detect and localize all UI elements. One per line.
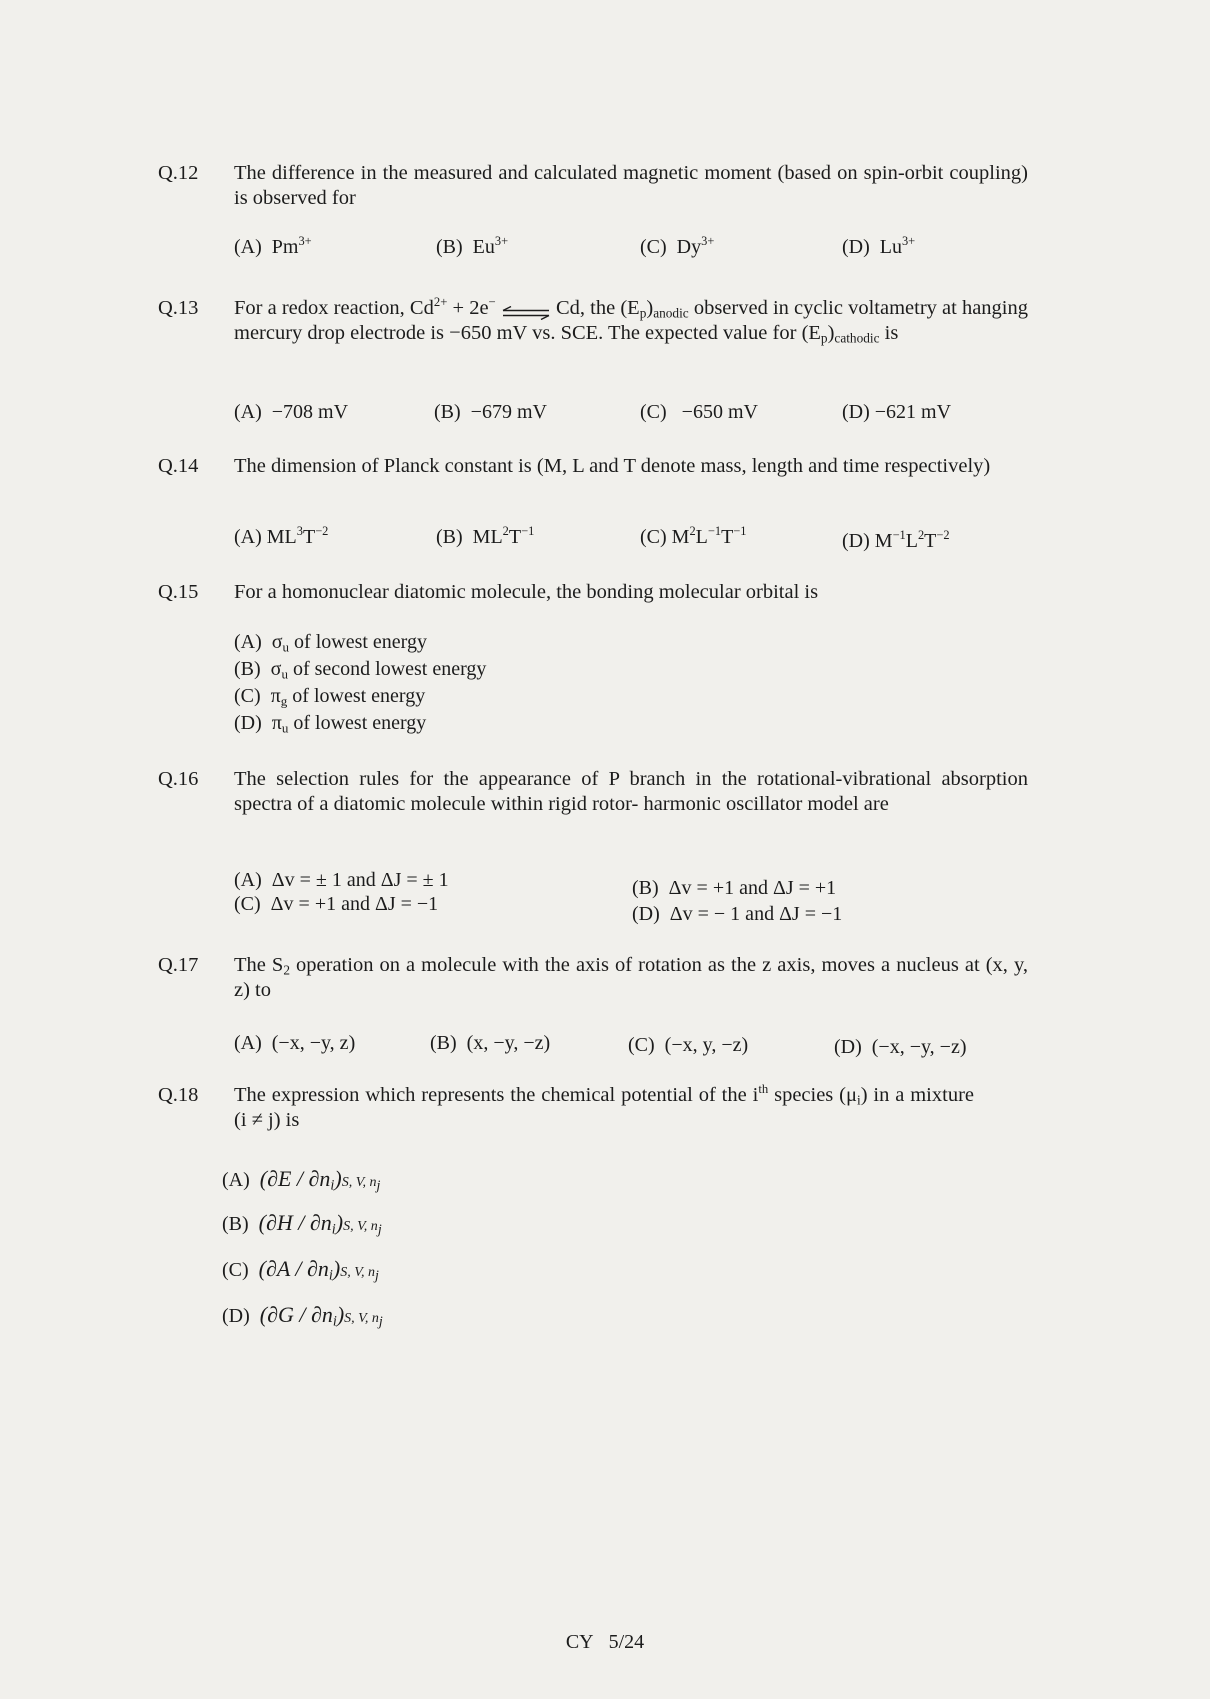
equilibrium-arrow-icon — [501, 302, 551, 316]
option-c: (C) $\pi_g$ of lowest energy — [234, 685, 426, 709]
question-text: The $S_2$ operation on a molecule with the axis of rotation as the z axis, moves a nucleus at (x, y, z) to — [234, 954, 1028, 1001]
question-number: Q.15 — [158, 581, 199, 603]
question-number: Q.13 — [158, 297, 199, 319]
question-number: Q.16 — [158, 768, 199, 790]
option-c: (C) $Dy^{3+}$ — [640, 233, 715, 258]
question-text: For a homonuclear diatomic molecule, the bonding molecular orbital is — [234, 581, 819, 603]
question-text: The difference in the measured and calculated magnetic moment (based on spin-orbit coupling) is observed for — [234, 162, 1028, 209]
option-c: (C) $(\partial A / \partial n_i)S$, V, $n_j$ — [222, 1256, 379, 1284]
question-number: Q.14 — [158, 455, 199, 477]
option-d: (D) (−x, −y, −z) — [834, 1036, 967, 1058]
option-c: (C) (−x, y, −z) — [628, 1034, 749, 1056]
paper-code: CY — [565, 1631, 594, 1653]
option-a: (A) $Pm^{3+}$ — [234, 233, 312, 258]
option-b: (B) (x, −y, −z) — [430, 1032, 551, 1054]
question-text: The dimension of Planck constant is (M, L and T denote mass, length and time respectively) — [234, 455, 991, 477]
question-text: The selection rules for the appearance of P branch in the rotational-vibrational absorption spectra of a diatomic molecule within rigid rotor- harmonic oscillator model are — [234, 768, 1028, 815]
option-a: (A) $(\partial E / \partial n_i)S$, V, $n_j$ — [222, 1166, 381, 1194]
page-number: 5/24 — [608, 1631, 645, 1653]
option-c: (C) Δv = +1 and ΔJ = −1 — [234, 893, 439, 915]
option-c: (C) $M^2L^{-1}T^{-1}$ — [640, 523, 747, 548]
option-d: (D) Δv = − 1 and ΔJ = −1 — [632, 903, 843, 925]
option-d: (D) $\pi_u$ of lowest energy — [234, 712, 427, 736]
question-text: For a redox reaction, $Cd^{2+} + 2e^-$ Cd, the $(E_p)_{anodic}$ observed in cyclic voltametry at hanging mercury drop electrode is −650 mV vs. SCE. The expected value for $(E_p)_{cathodic}$ is — [234, 294, 1028, 346]
option-b: (B) $\sigma_u$ of second lowest energy — [234, 658, 487, 682]
option-a: (A) −708 mV — [234, 401, 349, 423]
page-footer — [0, 1631, 1210, 1654]
option-a: (A) Δv = ± 1 and ΔJ = ± 1 — [234, 869, 449, 891]
option-b: (B) $ML^2T^{-1}$ — [436, 523, 535, 548]
option-a: (A) $ML^3T^{-2}$ — [234, 523, 329, 548]
option-d: (D) $Lu^{3+}$ — [842, 233, 916, 258]
option-b: (B) −679 mV — [434, 401, 547, 423]
question-number: Q.12 — [158, 162, 199, 184]
option-d: (D) $M^{-1}L^2T^{-2}$ — [842, 527, 950, 552]
question-number: Q.18 — [158, 1084, 199, 1106]
option-b: (B) Δv = +1 and ΔJ = +1 — [632, 877, 837, 899]
option-a: (A) (−x, −y, z) — [234, 1032, 356, 1054]
option-c: (C) −650 mV — [640, 401, 758, 423]
option-d: (D) −621 mV — [842, 401, 952, 423]
option-b: (B) $(\partial H / \partial n_i)S$, V, $n_j$ — [222, 1210, 382, 1238]
question-number: Q.17 — [158, 954, 199, 976]
question-text: The expression which represents the chemical potential of the $i^{th}$ species $(\mu_i)$ in a mixture (i ≠ j) is — [234, 1081, 974, 1131]
option-d: (D) $(\partial G / \partial n_i)S$, V, $n_j$ — [222, 1302, 383, 1330]
option-b: (B) $Eu^{3+}$ — [436, 233, 509, 258]
option-a: (A) $\sigma_u$ of lowest energy — [234, 631, 427, 655]
